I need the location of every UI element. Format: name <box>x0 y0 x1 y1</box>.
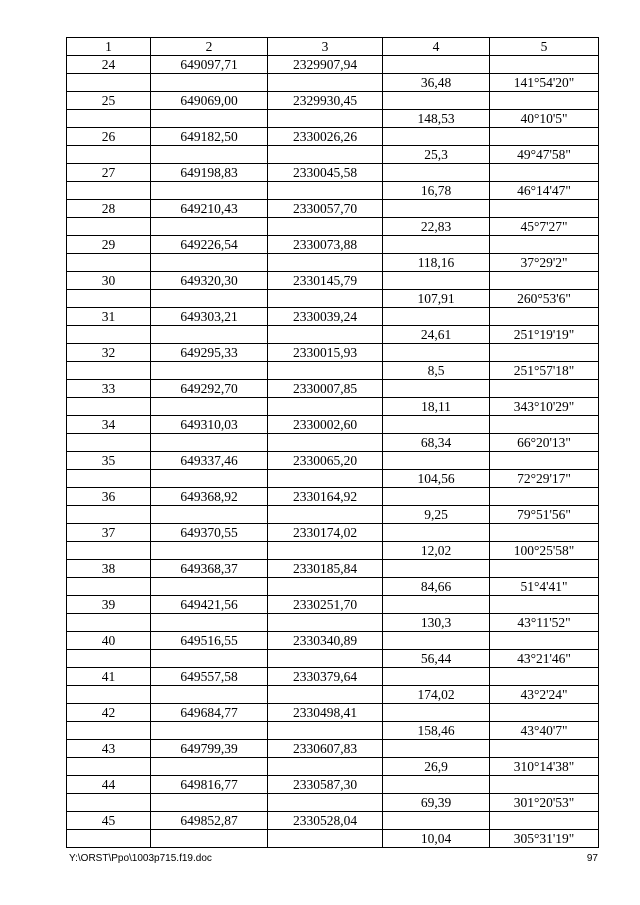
column-header-2: 2 <box>151 38 268 56</box>
table-body <box>67 56 599 848</box>
distance-cell <box>383 452 490 470</box>
bearing-cell: 141°54'20" <box>490 74 599 92</box>
y-coordinate-cell: 2330057,70 <box>268 200 383 218</box>
table-row <box>67 668 599 686</box>
bearing-cell <box>490 56 599 74</box>
x-coordinate-cell <box>151 506 268 524</box>
y-coordinate-cell <box>268 506 383 524</box>
bearing-cell: 45°7'27" <box>490 218 599 236</box>
x-coordinate-cell: 649799,39 <box>151 740 268 758</box>
bearing-cell: 79°51'56" <box>490 506 599 524</box>
y-coordinate-cell: 2330065,20 <box>268 452 383 470</box>
bearing-cell <box>490 344 599 362</box>
point-number-cell <box>67 758 151 776</box>
point-number-cell <box>67 290 151 308</box>
y-coordinate-cell: 2330164,92 <box>268 488 383 506</box>
table-row <box>67 488 599 506</box>
distance-cell <box>383 776 490 794</box>
x-coordinate-cell: 649210,43 <box>151 200 268 218</box>
bearing-cell: 40°10'5" <box>490 110 599 128</box>
y-coordinate-cell: 2330007,85 <box>268 380 383 398</box>
distance-cell: 118,16 <box>383 254 490 272</box>
x-coordinate-cell: 649097,71 <box>151 56 268 74</box>
distance-cell <box>383 380 490 398</box>
table-row <box>67 380 599 398</box>
y-coordinate-cell <box>268 470 383 488</box>
bearing-cell: 310°14'38" <box>490 758 599 776</box>
table-row <box>67 650 599 668</box>
x-coordinate-cell: 649198,83 <box>151 164 268 182</box>
distance-cell: 16,78 <box>383 182 490 200</box>
bearing-cell: 72°29'17" <box>490 470 599 488</box>
point-number-cell <box>67 722 151 740</box>
x-coordinate-cell <box>151 182 268 200</box>
y-coordinate-cell <box>268 398 383 416</box>
bearing-cell: 43°11'52" <box>490 614 599 632</box>
point-number-cell: 26 <box>67 128 151 146</box>
distance-cell <box>383 416 490 434</box>
point-number-cell <box>67 182 151 200</box>
bearing-cell <box>490 632 599 650</box>
bearing-cell <box>490 812 599 830</box>
table-row <box>67 830 599 848</box>
distance-cell <box>383 740 490 758</box>
y-coordinate-cell <box>268 722 383 740</box>
bearing-cell <box>490 308 599 326</box>
y-coordinate-cell: 2330174,02 <box>268 524 383 542</box>
point-number-cell: 35 <box>67 452 151 470</box>
table-row <box>67 812 599 830</box>
column-header-5: 5 <box>490 38 599 56</box>
x-coordinate-cell: 649516,55 <box>151 632 268 650</box>
x-coordinate-cell <box>151 398 268 416</box>
distance-cell <box>383 488 490 506</box>
table-row <box>67 704 599 722</box>
y-coordinate-cell: 2330340,89 <box>268 632 383 650</box>
table-row <box>67 632 599 650</box>
point-number-cell: 38 <box>67 560 151 578</box>
point-number-cell <box>67 506 151 524</box>
x-coordinate-cell <box>151 794 268 812</box>
x-coordinate-cell: 649226,54 <box>151 236 268 254</box>
x-coordinate-cell: 649310,03 <box>151 416 268 434</box>
table-row <box>67 128 599 146</box>
bearing-cell: 251°57'18" <box>490 362 599 380</box>
point-number-cell <box>67 146 151 164</box>
x-coordinate-cell: 649320,30 <box>151 272 268 290</box>
point-number-cell: 37 <box>67 524 151 542</box>
table-row <box>67 542 599 560</box>
point-number-cell: 27 <box>67 164 151 182</box>
table-row <box>67 758 599 776</box>
distance-cell <box>383 596 490 614</box>
header-row <box>67 38 599 56</box>
bearing-cell: 343°10'29" <box>490 398 599 416</box>
table-row <box>67 614 599 632</box>
y-coordinate-cell: 2330002,60 <box>268 416 383 434</box>
table-row <box>67 272 599 290</box>
distance-cell <box>383 200 490 218</box>
table-row <box>67 452 599 470</box>
point-number-cell <box>67 326 151 344</box>
point-number-cell: 30 <box>67 272 151 290</box>
point-number-cell: 31 <box>67 308 151 326</box>
point-number-cell: 45 <box>67 812 151 830</box>
distance-cell: 174,02 <box>383 686 490 704</box>
y-coordinate-cell: 2330498,41 <box>268 704 383 722</box>
y-coordinate-cell: 2330045,58 <box>268 164 383 182</box>
distance-cell: 9,25 <box>383 506 490 524</box>
x-coordinate-cell <box>151 290 268 308</box>
distance-cell: 84,66 <box>383 578 490 596</box>
y-coordinate-cell <box>268 794 383 812</box>
point-number-cell: 32 <box>67 344 151 362</box>
y-coordinate-cell <box>268 326 383 344</box>
distance-cell <box>383 524 490 542</box>
x-coordinate-cell <box>151 218 268 236</box>
table-row <box>67 470 599 488</box>
distance-cell: 107,91 <box>383 290 490 308</box>
footer-file-path: Y:\ORST\Ppo\1003p715.f19.doc <box>69 853 212 864</box>
distance-cell: 24,61 <box>383 326 490 344</box>
x-coordinate-cell <box>151 326 268 344</box>
y-coordinate-cell: 2330607,83 <box>268 740 383 758</box>
distance-cell: 12,02 <box>383 542 490 560</box>
table-row <box>67 146 599 164</box>
point-number-cell <box>67 614 151 632</box>
distance-cell <box>383 344 490 362</box>
x-coordinate-cell <box>151 110 268 128</box>
distance-cell: 25,3 <box>383 146 490 164</box>
table-row <box>67 182 599 200</box>
point-number-cell <box>67 74 151 92</box>
y-coordinate-cell: 2330185,84 <box>268 560 383 578</box>
point-number-cell <box>67 218 151 236</box>
table-row <box>67 164 599 182</box>
x-coordinate-cell: 649370,55 <box>151 524 268 542</box>
x-coordinate-cell <box>151 434 268 452</box>
bearing-cell <box>490 740 599 758</box>
x-coordinate-cell: 649295,33 <box>151 344 268 362</box>
point-number-cell <box>67 434 151 452</box>
y-coordinate-cell: 2330039,24 <box>268 308 383 326</box>
y-coordinate-cell <box>268 542 383 560</box>
y-coordinate-cell: 2330145,79 <box>268 272 383 290</box>
bearing-cell <box>490 200 599 218</box>
distance-cell <box>383 128 490 146</box>
bearing-cell <box>490 524 599 542</box>
bearing-cell: 301°20'53" <box>490 794 599 812</box>
table-row <box>67 596 599 614</box>
y-coordinate-cell <box>268 578 383 596</box>
x-coordinate-cell <box>151 758 268 776</box>
bearing-cell: 46°14'47" <box>490 182 599 200</box>
bearing-cell <box>490 452 599 470</box>
table-row <box>67 326 599 344</box>
point-number-cell: 24 <box>67 56 151 74</box>
y-coordinate-cell: 2330015,93 <box>268 344 383 362</box>
y-coordinate-cell: 2330251,70 <box>268 596 383 614</box>
distance-cell <box>383 668 490 686</box>
point-number-cell: 36 <box>67 488 151 506</box>
distance-cell <box>383 308 490 326</box>
point-number-cell: 33 <box>67 380 151 398</box>
bearing-cell <box>490 164 599 182</box>
y-coordinate-cell <box>268 362 383 380</box>
y-coordinate-cell <box>268 758 383 776</box>
column-header-3: 3 <box>268 38 383 56</box>
bearing-cell <box>490 272 599 290</box>
y-coordinate-cell: 2330528,04 <box>268 812 383 830</box>
table-row <box>67 200 599 218</box>
table-row <box>67 560 599 578</box>
column-header-1: 1 <box>67 38 151 56</box>
table-row <box>67 218 599 236</box>
point-number-cell <box>67 542 151 560</box>
distance-cell: 68,34 <box>383 434 490 452</box>
y-coordinate-cell <box>268 614 383 632</box>
distance-cell: 22,83 <box>383 218 490 236</box>
bearing-cell: 66°20'13" <box>490 434 599 452</box>
bearing-cell <box>490 668 599 686</box>
table-row <box>67 398 599 416</box>
x-coordinate-cell: 649303,21 <box>151 308 268 326</box>
distance-cell <box>383 812 490 830</box>
table-row <box>67 776 599 794</box>
table-row <box>67 236 599 254</box>
y-coordinate-cell <box>268 254 383 272</box>
x-coordinate-cell <box>151 254 268 272</box>
point-number-cell <box>67 362 151 380</box>
table-row <box>67 56 599 74</box>
y-coordinate-cell: 2329930,45 <box>268 92 383 110</box>
bearing-cell: 251°19'19" <box>490 326 599 344</box>
table-row <box>67 110 599 128</box>
x-coordinate-cell: 649337,46 <box>151 452 268 470</box>
bearing-cell <box>490 704 599 722</box>
point-number-cell <box>67 794 151 812</box>
bearing-cell: 37°29'2" <box>490 254 599 272</box>
table-row <box>67 254 599 272</box>
table-row <box>67 92 599 110</box>
x-coordinate-cell <box>151 614 268 632</box>
point-number-cell <box>67 254 151 272</box>
table-row <box>67 794 599 812</box>
distance-cell <box>383 236 490 254</box>
y-coordinate-cell: 2330073,88 <box>268 236 383 254</box>
bearing-cell: 100°25'58" <box>490 542 599 560</box>
point-number-cell: 40 <box>67 632 151 650</box>
table-row <box>67 344 599 362</box>
distance-cell: 8,5 <box>383 362 490 380</box>
point-number-cell: 25 <box>67 92 151 110</box>
distance-cell <box>383 272 490 290</box>
bearing-cell <box>490 488 599 506</box>
distance-cell: 36,48 <box>383 74 490 92</box>
point-number-cell <box>67 578 151 596</box>
distance-cell: 148,53 <box>383 110 490 128</box>
table-row <box>67 74 599 92</box>
point-number-cell <box>67 686 151 704</box>
bearing-cell <box>490 236 599 254</box>
x-coordinate-cell: 649852,87 <box>151 812 268 830</box>
bearing-cell: 43°2'24" <box>490 686 599 704</box>
y-coordinate-cell <box>268 74 383 92</box>
y-coordinate-cell <box>268 146 383 164</box>
y-coordinate-cell <box>268 830 383 848</box>
bearing-cell <box>490 776 599 794</box>
distance-cell: 104,56 <box>383 470 490 488</box>
footer-page-number: 97 <box>586 853 598 864</box>
x-coordinate-cell: 649292,70 <box>151 380 268 398</box>
bearing-cell: 305°31'19" <box>490 830 599 848</box>
table-row <box>67 308 599 326</box>
x-coordinate-cell: 649557,58 <box>151 668 268 686</box>
x-coordinate-cell: 649816,77 <box>151 776 268 794</box>
x-coordinate-cell: 649684,77 <box>151 704 268 722</box>
x-coordinate-cell: 649182,50 <box>151 128 268 146</box>
y-coordinate-cell <box>268 110 383 128</box>
distance-cell: 10,04 <box>383 830 490 848</box>
bearing-cell: 260°53'6" <box>490 290 599 308</box>
x-coordinate-cell <box>151 362 268 380</box>
x-coordinate-cell <box>151 722 268 740</box>
point-number-cell: 34 <box>67 416 151 434</box>
bearing-cell <box>490 380 599 398</box>
y-coordinate-cell: 2330379,64 <box>268 668 383 686</box>
y-coordinate-cell: 2330587,30 <box>268 776 383 794</box>
point-number-cell: 39 <box>67 596 151 614</box>
x-coordinate-cell <box>151 650 268 668</box>
x-coordinate-cell <box>151 146 268 164</box>
distance-cell: 26,9 <box>383 758 490 776</box>
x-coordinate-cell <box>151 542 268 560</box>
table-row <box>67 740 599 758</box>
bearing-cell <box>490 560 599 578</box>
bearing-cell: 51°4'41" <box>490 578 599 596</box>
table-row <box>67 578 599 596</box>
bearing-cell: 49°47'58" <box>490 146 599 164</box>
bearing-cell <box>490 596 599 614</box>
table-row <box>67 434 599 452</box>
table-row <box>67 362 599 380</box>
y-coordinate-cell <box>268 686 383 704</box>
point-number-cell: 41 <box>67 668 151 686</box>
column-header-4: 4 <box>383 38 490 56</box>
coordinates-table <box>66 37 599 848</box>
y-coordinate-cell <box>268 182 383 200</box>
point-number-cell: 28 <box>67 200 151 218</box>
point-number-cell <box>67 650 151 668</box>
point-number-cell <box>67 470 151 488</box>
y-coordinate-cell <box>268 218 383 236</box>
point-number-cell <box>67 110 151 128</box>
distance-cell <box>383 704 490 722</box>
point-number-cell: 43 <box>67 740 151 758</box>
bearing-cell <box>490 128 599 146</box>
bearing-cell: 43°40'7" <box>490 722 599 740</box>
distance-cell: 56,44 <box>383 650 490 668</box>
bearing-cell <box>490 416 599 434</box>
x-coordinate-cell <box>151 578 268 596</box>
distance-cell <box>383 560 490 578</box>
y-coordinate-cell: 2330026,26 <box>268 128 383 146</box>
distance-cell: 69,39 <box>383 794 490 812</box>
x-coordinate-cell: 649368,92 <box>151 488 268 506</box>
table-row <box>67 290 599 308</box>
x-coordinate-cell: 649421,56 <box>151 596 268 614</box>
distance-cell: 158,46 <box>383 722 490 740</box>
x-coordinate-cell <box>151 470 268 488</box>
bearing-cell: 43°21'46" <box>490 650 599 668</box>
y-coordinate-cell <box>268 434 383 452</box>
table-row <box>67 722 599 740</box>
y-coordinate-cell: 2329907,94 <box>268 56 383 74</box>
x-coordinate-cell <box>151 74 268 92</box>
table-row <box>67 506 599 524</box>
table-row <box>67 686 599 704</box>
distance-cell: 130,3 <box>383 614 490 632</box>
x-coordinate-cell: 649069,00 <box>151 92 268 110</box>
point-number-cell: 42 <box>67 704 151 722</box>
table-row <box>67 524 599 542</box>
distance-cell <box>383 92 490 110</box>
table-row <box>67 416 599 434</box>
distance-cell <box>383 164 490 182</box>
y-coordinate-cell <box>268 290 383 308</box>
distance-cell <box>383 632 490 650</box>
distance-cell: 18,11 <box>383 398 490 416</box>
point-number-cell: 44 <box>67 776 151 794</box>
point-number-cell: 29 <box>67 236 151 254</box>
distance-cell <box>383 56 490 74</box>
y-coordinate-cell <box>268 650 383 668</box>
x-coordinate-cell <box>151 686 268 704</box>
x-coordinate-cell <box>151 830 268 848</box>
bearing-cell <box>490 92 599 110</box>
point-number-cell <box>67 398 151 416</box>
x-coordinate-cell: 649368,37 <box>151 560 268 578</box>
point-number-cell <box>67 830 151 848</box>
table-header <box>67 38 599 56</box>
